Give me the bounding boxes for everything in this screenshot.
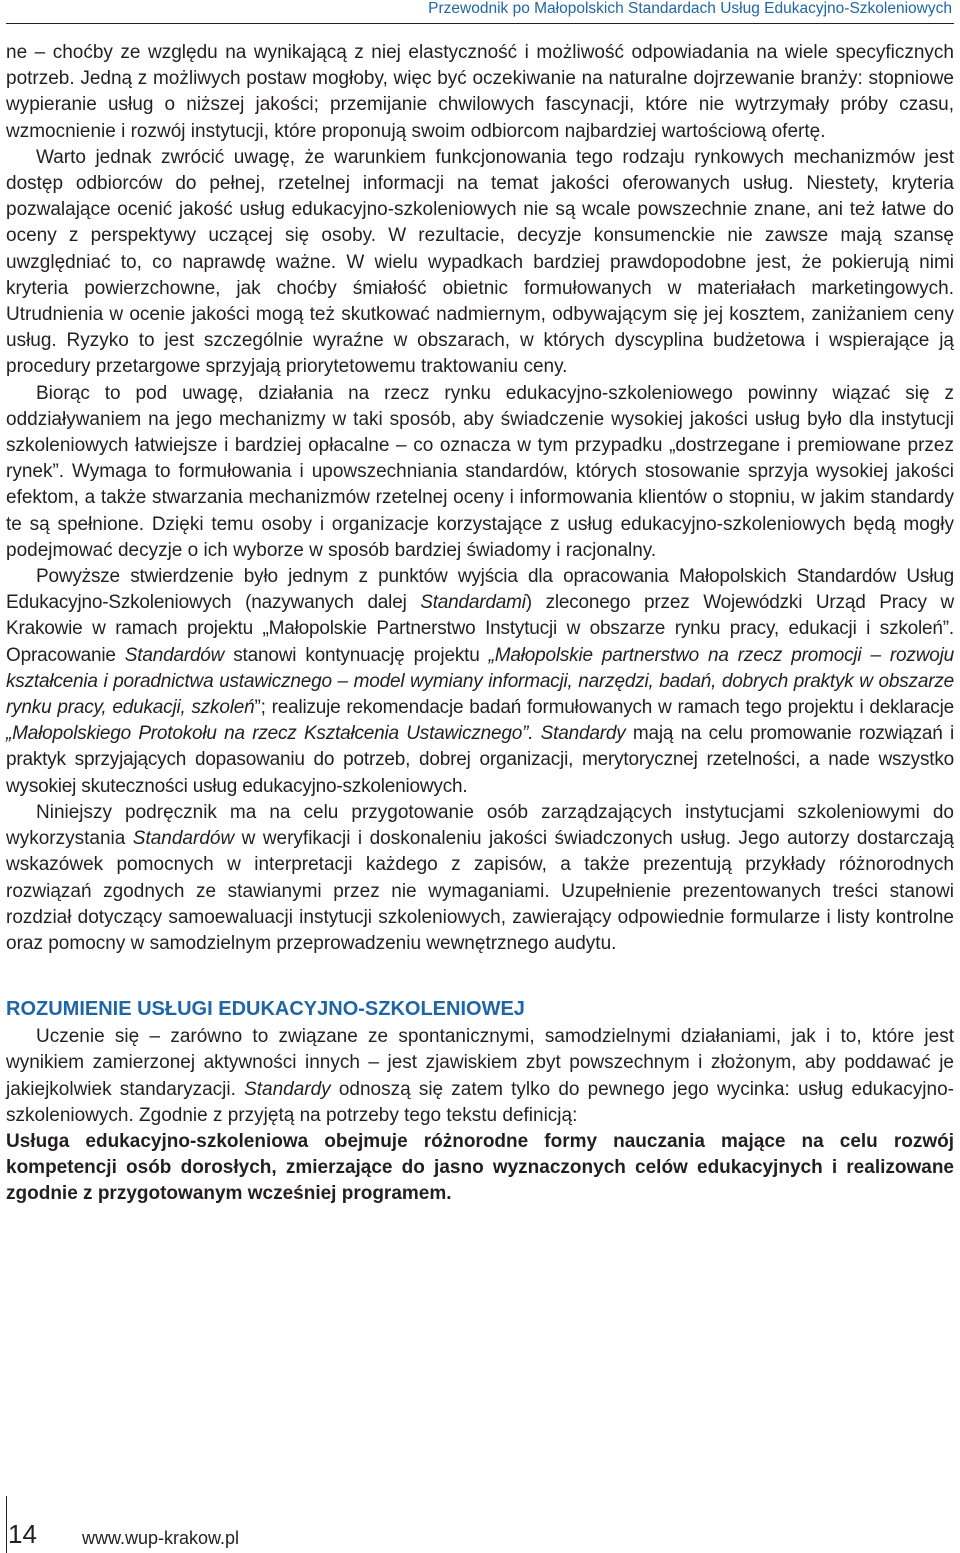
paragraph-4-emphasis-1: Standardami xyxy=(420,592,526,614)
paragraph-3: Biorąc to pod uwagę, działania na rzecz rynku edukacyjno-szkoleniowego powinny wiązać się z oddziaływaniem na jego mechanizmy w taki sposób, aby świadczenie wysokiej jakości usług było dla instytucji szkoleniowych łatwiejsze i bardziej opłacalne – co oznacza w tym przypadku „dostrzegane i premiowane przez rynek”. Wymaga to formułowania i upowszechniania standardów, których stosowanie sprzyja wysokiej jakości efektom, a także stwarzania mechanizmów rzetelnej oceny i informowania klientów o stopniu, w jakim standardy te są spełnione. Dzięki temu osoby i organizacje korzystające z usług edukacyjno-szkoleniowych będą mogły podejmować decyzje o ich wyborze w sposób bardziej świadomy i racjonalny. xyxy=(6,382,954,561)
page-body xyxy=(6,40,954,1208)
paragraph-5-text-1: Niniejszy podręcznik ma na celu przygotowanie osób zarządzających instytucjami szkoleniowymi do wykorzystania xyxy=(6,801,954,850)
section-paragraph-1-emphasis-1: Standardy xyxy=(244,1078,331,1100)
paragraph-5-emphasis-1: Standardów xyxy=(132,828,235,850)
section-paragraph-1-text-1: Uczenie się – zarówno to związane ze spontanicznymi, samodzielnymi działaniami, jak i to, które jest wynikiem zamierzonej aktywności innych – jest zjawiskiem zbyt powszechnym i złożonym, aby poddawać je jakiejkolwiek standaryzacji. xyxy=(6,1026,954,1100)
paragraph-4 xyxy=(6,564,954,800)
section-heading: ROZUMIENIE USŁUGI EDUKACYJNO-SZKOLENIOWEJ xyxy=(6,998,525,1021)
paragraph-4-emphasis-2: Standardów xyxy=(124,644,225,666)
paragraph-4-text-3: stanowi kontynuację projektu xyxy=(224,644,489,666)
paragraph-4-text-4: ”; realizuje rekomendacje badań formułowanych w ramach tego projektu i deklaracje xyxy=(254,697,954,719)
paragraph-1: ne – choćby ze względu na wynikającą z niej elastyczność i możliwość odpowiadania na wiele specyficznych potrzeb. Jedną z możliwych postaw mogłoby, więc być oczekiwanie na naturalne dojrzewanie branży: stopniowe wypieranie usług o niższej jakości; przemijanie chwilowych fascynacji, które nie wytrzymały próby czasu, wzmocnienie i rozwój instytucji, które proponują swoim odbiorcom najbardziej wartościową ofertę. xyxy=(6,42,954,142)
paragraph-5-text-2: w weryfikacji i doskonaleniu jakości świadczonych usług. Jego autorzy dostarczają wskazówek pomocnych w interpretacji każdego z zapisów, a także prezentują przykłady różnorodnych rozwiązań zgodnych ze stawianymi przez nie wymaganiami. Uzupełnienie prezentowanych treści stanowi rozdział dotyczący samoewaluacji instytucji szkoleniowych, zawierający odpowiednie formularze i listy kontrolne oraz pomocny w samodzielnym przeprowadzeniu wewnętrznego audytu. xyxy=(6,828,954,954)
paragraph-2: Warto jednak zwrócić uwagę, że warunkiem funkcjonowania tego rodzaju rynkowych mechanizmów jest dostęp odbiorców do pełnej, rzetelnej informacji na temat jakości oferowanych usług. Niestety, kryteria pozwalające ocenić jakość usług edukacyjno-szkoleniowych nie są wcale powszechnie znane, ani też łatwe do oceny z perspektywy uczącej się osoby. W rezultacie, decyzje konsumenckie nie zawsze mają szansę uwzględniać to, co naprawdę ważne. W wielu wypadkach bardziej prawdopodobne jest, że pokierują nimi kryteria powierzchowne, jak choćby śmiałość obietnic formułowanych w materiałach marketingowych. Utrudnienia w ocenie jakości mogą też skutkować nadmiernym, odbywającym się jej kosztem, zaniżaniem ceny usług. Ryzyko to jest szczególnie wyraźne w obszarach, w których dyscyplina budżetowa i wspierające ją procedury przetargowe sprzyjają priorytetowemu traktowaniu ceny. xyxy=(6,146,954,378)
footer-divider xyxy=(6,1496,7,1553)
running-header-title: Przewodnik po Małopolskich Standardach Usług Edukacyjno-Szkoleniowych xyxy=(428,0,952,17)
page-number: 14 xyxy=(8,1519,37,1549)
paragraph-4-emphasis-3: „Małopolskie partnerstwo na rzecz promocji – rozwoju kształcenia i poradnictwa ustawicznego – model wymiany informacji, narzędzi, badań, dobrych praktyk w obszarze rynku pracy, edukacji, szkoleń xyxy=(6,644,954,719)
footer-url: www.wup-krakow.pl xyxy=(82,1528,240,1548)
paragraph-4-text-2: ) zleconego przez Wojewódzki Urząd Pracy w Krakowie w ramach projektu „Małopolskie Partnerstwo Instytucji w obszarze rynku pracy, edukacji i szkoleń”. Opracowanie xyxy=(6,592,954,666)
section-paragraph-1-text-2: odnoszą się zatem tylko do pewnego jego wycinka: usług edukacyjno-szkoleniowych. Zgodnie z przyjętą na potrzeby tego tekstu definicją: xyxy=(6,1078,954,1126)
section-paragraph-1 xyxy=(6,1024,954,1129)
definition-paragraph: Usługa edukacyjno-szkoleniowa obejmuje różnorodne formy nauczania mające na celu rozwój kompetencji osób dorosłych, zmierzające do jasno wyznaczonych celów edukacyjnych i realizowane zgodnie z przygotowanym wcześniej programem. xyxy=(6,1130,954,1205)
paragraph-4-text-5: mają na celu promowanie rozwiązań i praktyk sprzyjających dopasowaniu do potrzeb, dobrej organizacji, merytorycznej rzetelności, a nade wszystko wysokiej skuteczności usług edukacyjno-szkoleniowych. xyxy=(6,723,954,797)
paragraph-4-emphasis-4: „Małopolskiego Protokołu na rzecz Kształcenia Ustawicznego”. Standardy xyxy=(6,723,626,745)
paragraph-5 xyxy=(6,800,954,957)
paragraph-4-text-1: Powyższe stwierdzenie było jednym z punktów wyjścia dla opracowania Małopolskich Standardów Usług Edukacyjno-Szkoleniowych (nazywanych dalej xyxy=(6,566,954,614)
header-divider xyxy=(6,23,954,24)
